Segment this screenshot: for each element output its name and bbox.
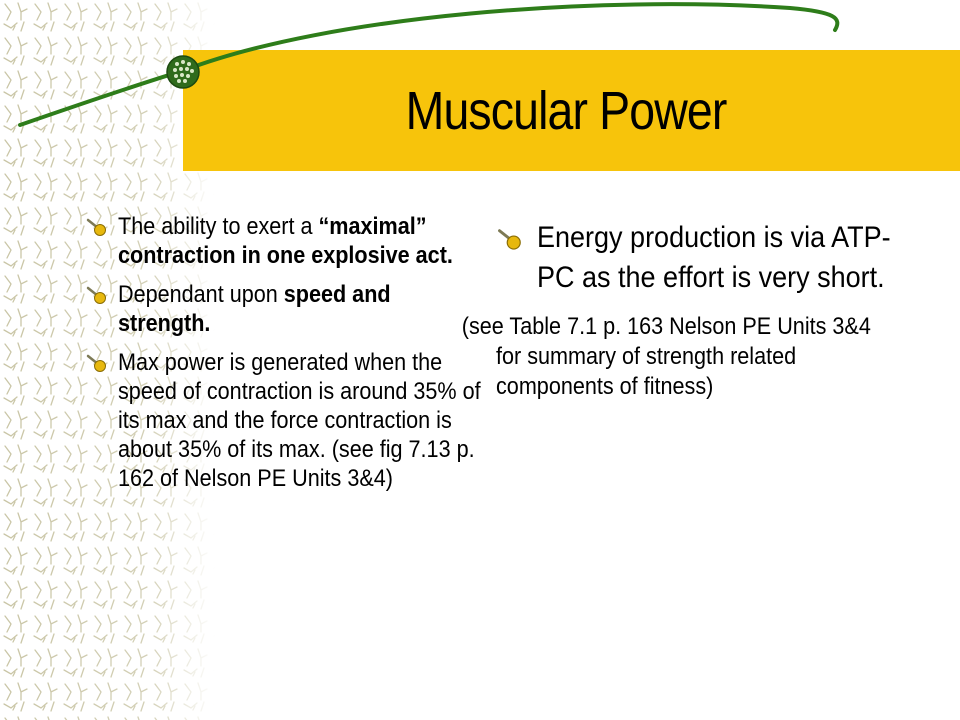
reference-note — [461, 312, 916, 402]
bullet-text-bold: speed and strength. — [118, 281, 391, 337]
bullet-item — [85, 348, 485, 493]
left-column — [85, 212, 485, 503]
slide-title: Muscular Power — [405, 80, 727, 141]
pushpin-bullet-icon — [496, 226, 522, 252]
bullet-text: The ability to exert a — [118, 213, 319, 240]
bullet-item — [85, 212, 485, 270]
bullet-text: Max power is generated when the speed of contraction is around 35% of its max and the force contraction is about 35% of its max. (see fig 7.13 p. 162 of Nelson PE Units 3&4) — [118, 349, 481, 492]
pushpin-bullet-icon — [85, 216, 107, 238]
reference-note-text: (see Table 7.1 p. 163 Nelson PE Units 3&4 for summary of strength related components of fitness) — [461, 313, 871, 400]
pushpin-bullet-icon — [85, 352, 107, 374]
bullet-text: Energy production is via ATP-PC as the effort is very short. — [537, 221, 891, 294]
bullet-item — [85, 280, 485, 338]
pushpin-bullet-icon — [85, 284, 107, 306]
bullet-item — [496, 218, 916, 298]
dotted-orb-icon — [165, 54, 201, 90]
right-column — [461, 218, 916, 402]
bullet-text: Dependant upon — [118, 281, 284, 308]
bullet-text-bold: “maximal” contraction in one explosive act. — [118, 213, 453, 269]
